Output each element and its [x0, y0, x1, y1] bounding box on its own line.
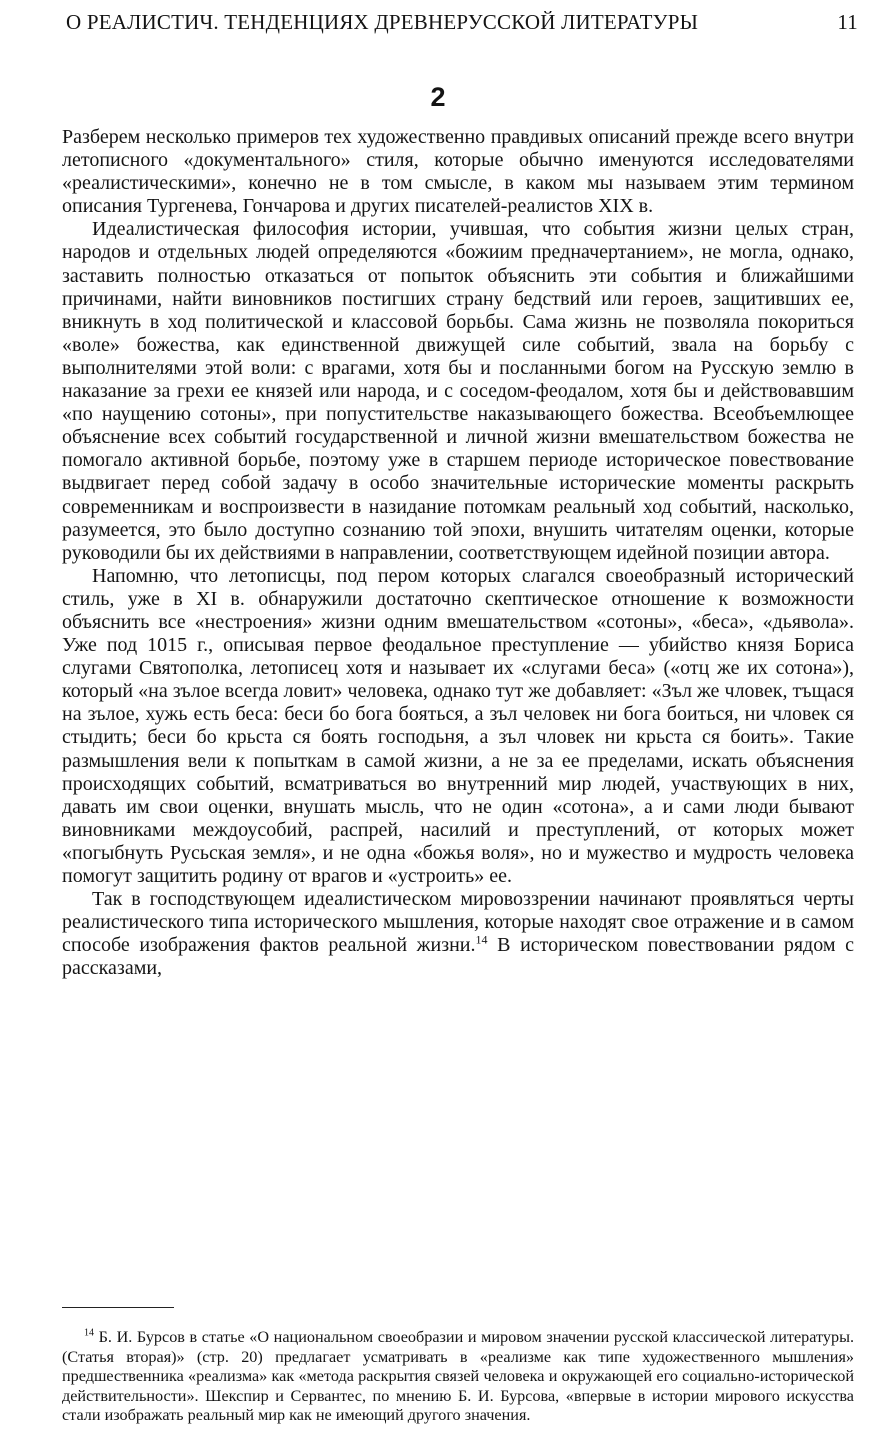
- footnote-separator: [62, 1307, 174, 1308]
- main-text: [62, 126, 854, 980]
- paragraph-3: Напомню, что летописцы, под пером которых слагался своеобразный исторический стиль, уже в XI в. обнаружили достаточно скептическое отношение к возможности объяснить все «нестроения» жизни одним вмешательством «сотоны», «беса», «дьявола». Уже под 1015 г., описывая первое феодальное преступление — убийство князя Бориса слугами Святополка, летописец хотя и называет их «слугами беса» («отц же их сотона»), который «на зълое всегда ловит» человека, однако тут же добавляет: «Зъл же чловек, тъщася на зълое, хужь есть беса: беси бо бога бояться, а зъл человек ни бога боиться, ни чловек ся стыдить; беси бо крьста ся боять господьня, а зъл чловек ни крьста ся боить». Такие размышления вели к попыткам в самой жизни, а не за ее пределами, искать объяснения происходящих событий, всматриваться во внутренний мир людей, участвующих в них, давать им свои оценки, внушать мысль, что не один «сотона», а и сами люди бывают виновниками междоусобий, распрей, насилий и преступлений, от которых может «погыбнуть Русьская земля», и не одна «божья воля», но и мужество и мудрость человека помогут защитить родину от врагов и «устроить» ее.: [62, 564, 854, 887]
- footnote-mark: 14: [84, 1327, 94, 1339]
- paragraph-2: Идеалистическая философия истории, учившая, что события жизни целых стран, народов и отдельных людей определяются «божиим предначертанием», не могла, однако, заставить полностью отказаться от попыток объяснить эти события и ближайшими причинами, найти виновников постигших страну бедствий или героев, защитивших ее, вникнуть в ход политической и классовой борьбы. Сама жизнь не позволяла покориться «воле» божества, как единственной движущей силе событий, звала на борьбу с выполнителями этой воли: с врагами, хотя бы и посланными богом на Русскую землю в наказание за грехи ее князей или народа, и с соседом-феодалом, хотя бы и действовавшим «по наущению сотоны», при попустительстве наказывающего божества. Всеобъемлющее объяснение всех событий государственной и личной жизни вмешательством божества не помогало активной борьбе, поэтому уже в старшем периоде историческое повествование выдвигает перед собой задачу в особо значительные исторические моменты раскрыть современникам и воспроизвести в назидание потомкам реальный ход событий, насколько, разумеется, это было доступно сознанию той эпохи, внушить читателям оценки, которые руководили бы их действиями в направлении, соответствующем идейной позиции автора.: [62, 218, 854, 564]
- footnote-text: Б. И. Бурсов в статье «О национальном своеобразии и мировом значении русской классической литературы. (Статья вторая)» (стр. 20) предлагает усматривать в «реализме как типе художественного мышления» предшественника «реализма» как «метода раскрытия связей человека и окружающей его социально-исторической действительности». Шекспир и Сервантес, по мнению Б. И. Бурсова, «впервые в истории мирового искусства стали изображать реальный мир как не имеющий другого значения.: [62, 1328, 854, 1425]
- paragraph-4-continuation: В историческом повествовании рядом с рассказами,: [62, 934, 854, 980]
- paragraph-4-text: Так в господствующем идеалистическом мировоззрении начинают проявляться черты реалистического типа исторического мышления, которые находят свое отражение и в самом способе изображения фактов реальной жизни.: [62, 888, 854, 957]
- page-number: 11: [837, 10, 858, 34]
- footnote: [62, 1328, 854, 1426]
- footnote-reference[interactable]: 14: [475, 932, 488, 947]
- section-number: 2: [430, 82, 446, 112]
- running-header: [66, 10, 858, 35]
- paragraph-1: Разберем несколько примеров тех художественно правдивых описаний прежде всего внутри летописного «документального» стиля, которые обычно именуются исследователями «реалистическими», конечно не в том смысле, в каком мы называем этим термином описания Тургенева, Гончарова и других писателей-реалистов XIX в.: [62, 126, 854, 218]
- paragraph-4: [62, 888, 854, 980]
- running-title: О РЕАЛИСТИЧ. ТЕНДЕНЦИЯХ ДРЕВНЕРУССКОЙ ЛИТЕРАТУРЫ: [66, 10, 699, 34]
